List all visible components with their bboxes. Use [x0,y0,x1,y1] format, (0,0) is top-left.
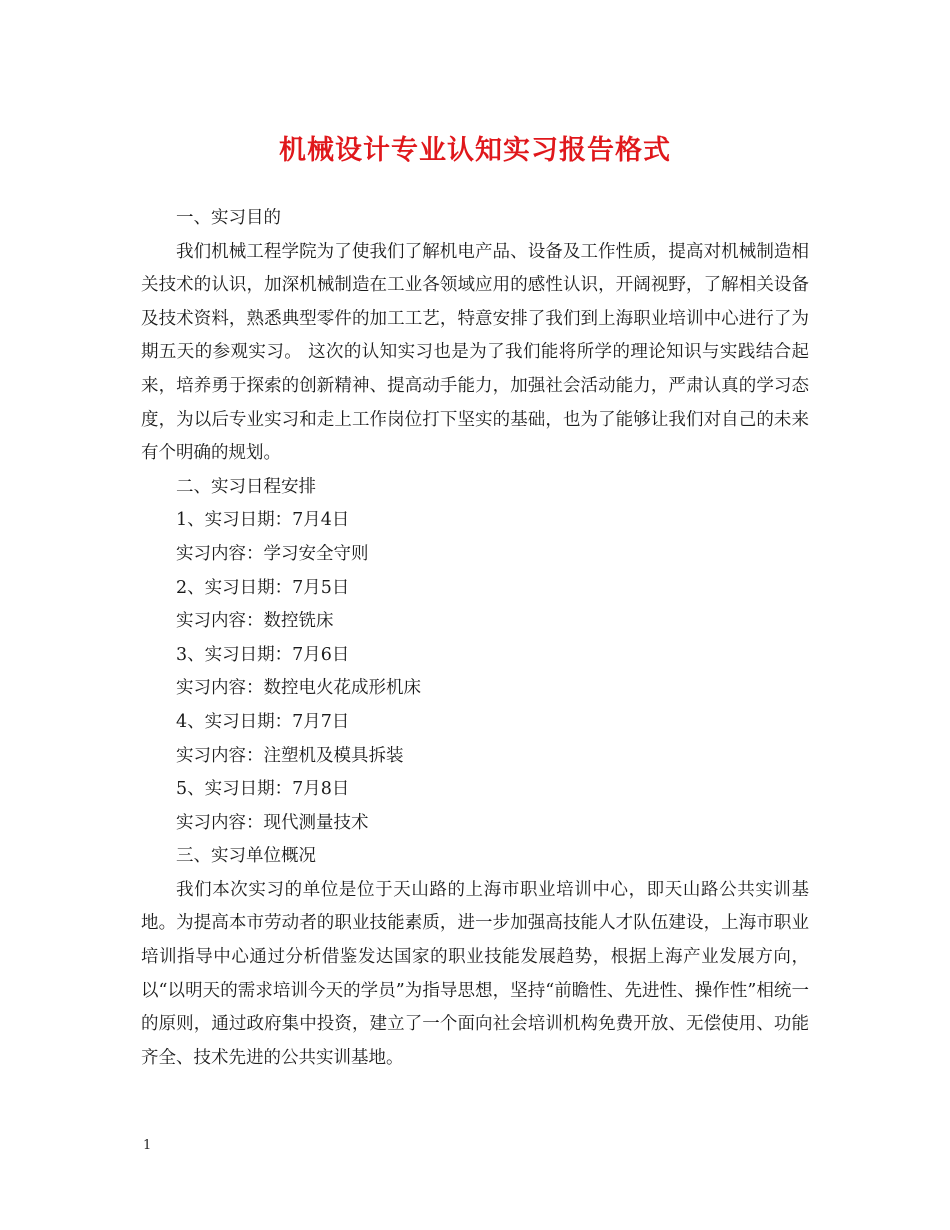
paragraph-overview: 我们本次实习的单位是位于天山路的上海市职业培训中心，即天山路公共实训基地。为提高本市劳动者的职业技能素质，进一步加强高技能人才队伍建设，上海市职业培训指导中心通过分析借鉴发达国家的职业技能发展趋势，根据上海产业发展方向，以“以明天的需求培训今天的学员”为指导思想，坚持“前瞻性、先进性、操作性”相统一的原则，通过政府集中投资，建立了一个面向社会培训机构免费开放、无偿使用、功能齐全、技术先进的公共实训基地。 [141,879,809,1068]
schedule-date-2: 2、实习日期：7月5日 [176,577,350,598]
schedule-date-5: 5、实习日期：7月8日 [176,779,350,800]
document-body [141,202,809,1075]
section-heading-overview: 三、实习单位概况 [176,846,316,867]
schedule-date-4: 4、实习日期：7月7日 [176,711,350,732]
schedule-content-4: 实习内容：注塑机及模具拆装 [176,745,404,766]
schedule-date-3: 3、实习日期：7月6日 [176,644,350,665]
section-heading-purpose: 一、实习目的 [176,208,281,228]
schedule-content-5: 实习内容：现代测量技术 [176,812,369,833]
document-title: 机械设计专业认知实习报告格式 [279,135,671,166]
paragraph-purpose: 我们机械工程学院为了使我们了解机电产品、设备及工作性质，提高对机械制造相关技术的认识，加深机械制造在工业各领域应用的感性认识，开阔视野，了解相关设备及技术资料，熟悉典型零件的加工工艺，特意安排了我们到上海职业培训中心进行了为期五天的参观实习。 这次的认知实习也是为了我们能将所学的理论知识与实践结合起来，培养勇于探索的创新精神、提高动手能力，加强社会活动能力，严肃认真的学习态度，为以后专业实习和走上工作岗位打下坚实的基础，也为了能够让我们对自己的未来有个明确的规划。 [141,241,809,464]
schedule-date-1: 1、实习日期：7月4日 [176,510,350,531]
schedule-content-2: 实习内容：数控铣床 [176,611,334,632]
section-heading-schedule: 二、实习日程安排 [176,476,316,497]
schedule-content-3: 实习内容：数控电火花成形机床 [176,678,421,699]
schedule-content-1: 实习内容：学习安全守则 [176,543,369,564]
page-number: 1 [143,1138,152,1153]
